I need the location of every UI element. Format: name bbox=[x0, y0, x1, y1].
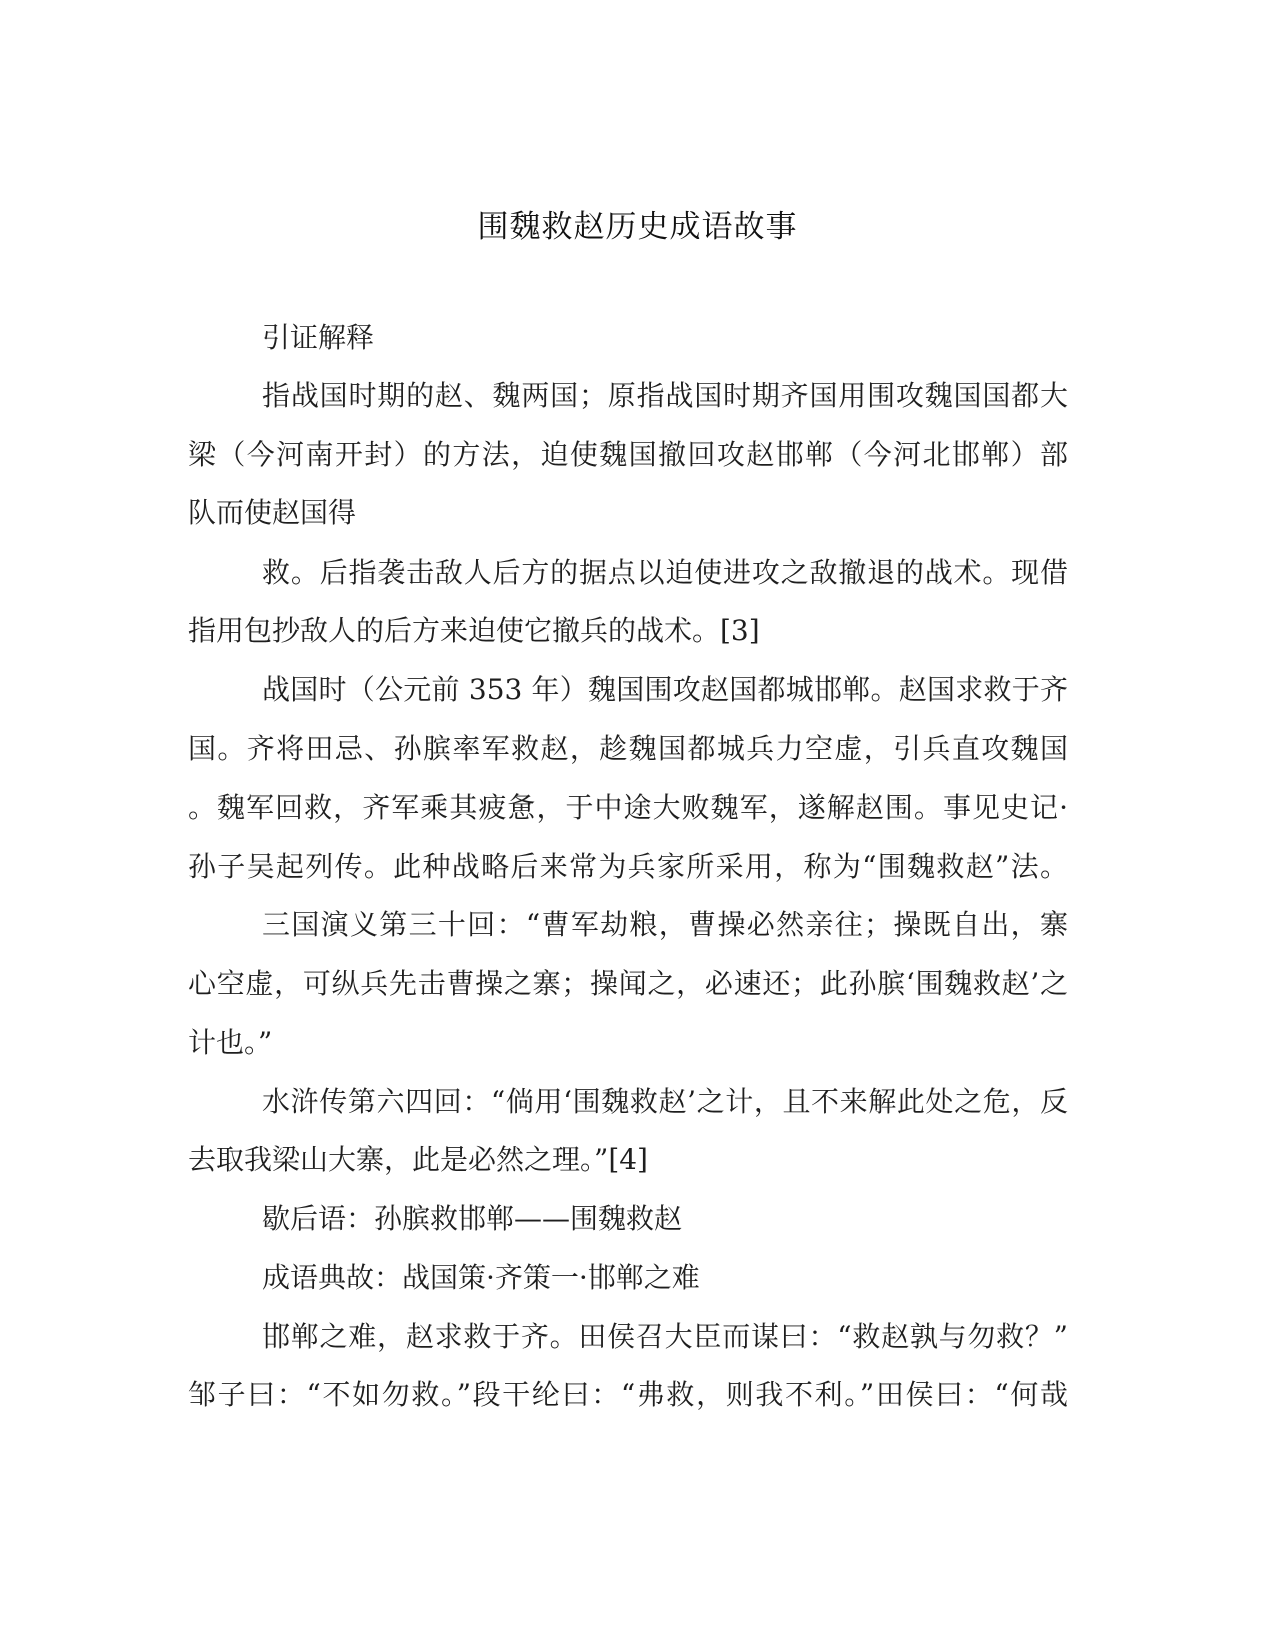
paragraph-line: 国。齐将田忌、孙膑率军救赵，趁魏国都城兵力空虚，引兵直攻魏国 bbox=[188, 732, 1068, 765]
paragraph-line: 水浒传第六四回：“倘用‘围魏救赵’之计，且不来解此处之危，反 bbox=[262, 1085, 1068, 1118]
paragraph-line: 梁（今河南开封）的方法，迫使魏国撤回攻赵邯郸（今河北邯郸）部 bbox=[188, 438, 1068, 471]
paragraph-line: 战国时（公元前 353 年）魏国围攻赵国都城邯郸。赵国求救于齐 bbox=[262, 673, 1068, 706]
paragraph-line: 去取我梁山大寨，此是必然之理。”[4] bbox=[188, 1143, 648, 1176]
paragraph-line: 三国演义第三十回：“曹军劫粮，曹操必然亲往；操既自出，寨 bbox=[262, 908, 1068, 941]
paragraph-line: 邹子曰：“不如勿救。”段干纶曰：“弗救，则我不利。”田侯曰：“何哉 bbox=[188, 1378, 1068, 1411]
paragraph-line: 指用包抄敌人的后方来迫使它撤兵的战术。[3] bbox=[188, 614, 760, 647]
paragraph-line: 孙子吴起列传。此种战略后来常为兵家所采用，称为“围魏救赵”法。 bbox=[188, 850, 1068, 883]
paragraph-line: 。魏军回救，齐军乘其疲惫，于中途大败魏军，遂解赵围。事见史记· bbox=[188, 791, 1068, 824]
section-heading: 引证解释 bbox=[262, 321, 375, 354]
paragraph-line: 救。后指袭击敌人后方的据点以迫使进攻之敌撤退的战术。现借 bbox=[262, 556, 1068, 589]
paragraph-line: 队而使赵国得 bbox=[188, 496, 357, 529]
paragraph-line: 歇后语：孙膑救邯郸——围魏救赵 bbox=[262, 1202, 683, 1235]
paragraph-line: 心空虚，可纵兵先击曹操之寨；操闻之，必速还；此孙膑‘围魏救赵’之 bbox=[188, 967, 1068, 1000]
paragraph-line: 指战国时期的赵、魏两国；原指战国时期齐国用围攻魏国国都大 bbox=[262, 379, 1068, 412]
paragraph-line: 邯郸之难，赵求救于齐。田侯召大臣而谋曰：“救赵孰与勿救？” bbox=[262, 1320, 1068, 1353]
paragraph-line: 成语典故：战国策·齐策一·邯郸之难 bbox=[262, 1261, 700, 1294]
document-title: 围魏救赵历史成语故事 bbox=[477, 209, 798, 245]
paragraph-line: 计也。” bbox=[188, 1026, 273, 1059]
